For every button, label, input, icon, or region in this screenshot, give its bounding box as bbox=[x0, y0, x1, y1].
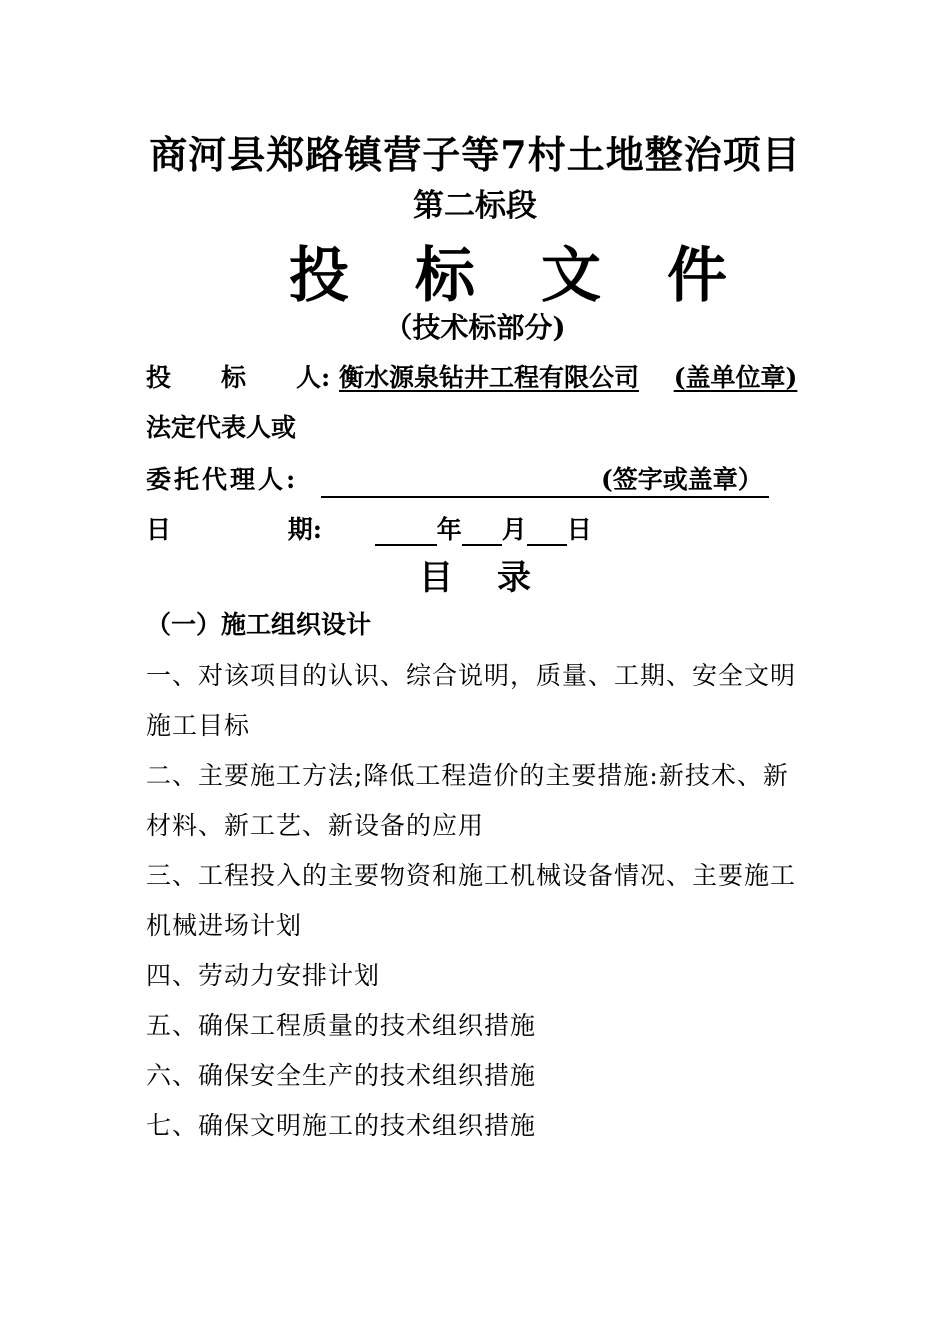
toc-item: 四、劳动力安排计划 bbox=[146, 961, 381, 990]
date-day-blank bbox=[527, 520, 567, 546]
bidder-seal-note: (盖单位章) bbox=[673, 363, 798, 392]
toc-item: 二、主要施工方法;降低工程造价的主要措施:新技术、新 bbox=[146, 761, 789, 790]
toc-item: 机械进场计划 bbox=[146, 911, 303, 940]
bidder-company: 衡水源泉钻井工程有限公司 bbox=[338, 363, 639, 392]
date-label-qi: 期: bbox=[287, 515, 322, 544]
toc-item: 一、对该项目的认识、综合说明，质量、工期、安全文明 bbox=[146, 661, 797, 690]
date-day-label: 日 bbox=[566, 515, 592, 544]
document-title-char: 件 bbox=[667, 241, 727, 311]
document-title-char: 标 bbox=[415, 241, 475, 311]
toc-title-char: 录 bbox=[497, 558, 531, 598]
signature-line bbox=[321, 472, 601, 498]
lot-title: 第二标段 bbox=[413, 188, 537, 224]
toc-title bbox=[0, 550, 950, 599]
representative-label-line1: 法定代表人或 bbox=[146, 413, 297, 442]
date-month-label: 月 bbox=[501, 515, 527, 544]
date-month-blank bbox=[462, 520, 502, 546]
bidder-label: 投 标 人: bbox=[146, 363, 331, 392]
toc-item: 七、确保文明施工的技术组织措施 bbox=[146, 1111, 537, 1140]
toc-item: 五、确保工程质量的技术组织措施 bbox=[146, 1011, 537, 1040]
document-title-char: 文 bbox=[541, 241, 601, 311]
date-year-blank bbox=[375, 520, 437, 546]
date-row bbox=[146, 510, 592, 546]
toc-item: 三、工程投入的主要物资和施工机械设备情况、主要施工 bbox=[146, 861, 797, 890]
toc-item: 材料、新工艺、新设备的应用 bbox=[146, 811, 485, 840]
toc-title-char: 目 bbox=[419, 558, 453, 598]
date-label-ri: 日 bbox=[146, 515, 172, 544]
representative-sign-note: (签字或盖章） bbox=[601, 460, 769, 498]
toc-section-heading: （一）施工组织设计 bbox=[146, 610, 372, 639]
toc-item: 施工目标 bbox=[146, 711, 251, 740]
document-subtitle: （技术标部分) bbox=[384, 311, 566, 344]
date-year-label: 年 bbox=[436, 515, 462, 544]
bidder-row bbox=[146, 358, 797, 394]
document-title-char: 投 bbox=[289, 241, 349, 311]
representative-label: 委托代理人: bbox=[146, 465, 299, 494]
project-title: 商河县郑路镇营子等7村土地整治项目 bbox=[149, 132, 801, 177]
toc-item: 六、确保安全生产的技术组织措施 bbox=[146, 1061, 537, 1090]
document-title bbox=[289, 228, 727, 314]
representative-row bbox=[146, 460, 769, 498]
